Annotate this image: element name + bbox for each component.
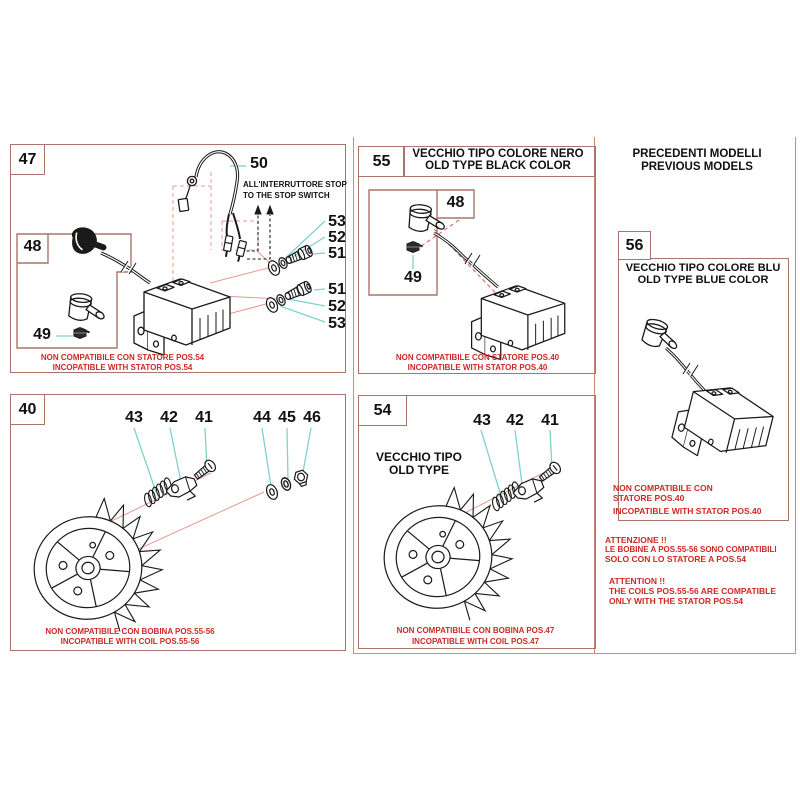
panel-54-caption-line1: NON COMPATIBILE CON BOBINA POS.47 — [396, 626, 555, 635]
panel-55-caption-line2: INCOPATIBLE WITH STATOR POS.40 — [407, 363, 548, 372]
stop-switch-note-line2: TO THE STOP SWITCH — [243, 191, 330, 200]
pawl-kit-drawing-40 — [139, 458, 311, 509]
part-label-45-40: 45 — [278, 409, 296, 426]
part-label-51-bottom: 51 — [328, 281, 346, 298]
panel-56-caption-line2: STATORE POS.40 — [613, 493, 685, 503]
inner-48-number-left: 48 — [23, 238, 42, 255]
inner-48-number-55: 48 — [446, 194, 465, 211]
spark-boot-drawing-47 — [69, 224, 150, 283]
part-label-42-40: 42 — [160, 409, 178, 426]
panel-40-caption-line1: NON COMPATIBILE CON BOBINA POS.55-56 — [45, 627, 215, 636]
panel-54-number: 54 — [373, 401, 392, 419]
attention-it-line3: SOLO CON LO STATORE A POS.54 — [605, 554, 747, 564]
flywheel-drawing-40 — [22, 489, 175, 646]
panel-54-subtitle-line1: VECCHIO TIPO — [375, 450, 462, 464]
attention-it-line2: LE BOBINE A POS.55-56 SONO COMPATIBILI — [605, 545, 777, 554]
part-label-49-left: 49 — [33, 326, 51, 343]
ignition-coil-drawing-47 — [134, 279, 230, 355]
attention-en-line3: ONLY WITH THE STATOR POS.54 — [609, 596, 744, 606]
panel-56-caption-line1: NON COMPATIBILE CON — [613, 483, 713, 493]
part-label-43-54: 43 — [473, 412, 491, 429]
part-label-52-top: 52 — [328, 229, 346, 246]
part-label-53-top: 53 — [328, 213, 346, 230]
previous-models-line2: PREVIOUS MODELS — [641, 161, 753, 173]
panel-56-title-line2: OLD TYPE BLUE COLOR — [637, 274, 769, 286]
panel-47-caption-line1: NON COMPATIBILE CON STATORE POS.54 — [40, 353, 205, 362]
panel-56-number: 56 — [625, 236, 644, 254]
panel-55-number: 55 — [372, 152, 391, 170]
part-label-41-54: 41 — [541, 412, 559, 429]
part-label-49-55: 49 — [404, 269, 422, 286]
attention-en-line1: ATTENTION !! — [609, 576, 666, 586]
panel-47-caption-line2: INCOPATIBLE WITH STATOR POS.54 — [52, 363, 193, 372]
fastener-group-top — [266, 245, 313, 277]
attention-en-line2: THE COILS POS.55-56 ARE COMPATIBLE — [609, 586, 777, 596]
part-label-51-top: 51 — [328, 245, 346, 262]
panel-47-number: 47 — [18, 150, 37, 168]
panel-55-title-line2: OLD TYPE BLACK COLOR — [425, 160, 571, 172]
attention-it-line1: ATTENZIONE !! — [605, 535, 667, 545]
panel-54-caption-line2: INCOPATIBLE WITH COIL POS.47 — [411, 637, 540, 646]
wire-assembly-50-drawing — [178, 152, 246, 263]
part-label-42-54: 42 — [506, 412, 524, 429]
part-label-50: 50 — [250, 155, 268, 172]
panel-40-caption-line2: INCOPATIBLE WITH COIL POS.55-56 — [60, 637, 200, 646]
part-label-52-bottom: 52 — [328, 298, 346, 315]
spark-cap-drawing-48-left — [68, 293, 107, 339]
coil-drawing-55 — [434, 233, 565, 360]
panel-55-caption-line1: NON COMPATIBILE CON STATORE POS.40 — [395, 353, 560, 362]
panel-55-title-line1: VECCHIO TIPO COLORE NERO — [412, 148, 584, 160]
panel-56-caption-line3: INCOPATIBLE WITH STATOR POS.40 — [613, 506, 762, 516]
coil-drawing-56 — [641, 318, 777, 472]
previous-models-line1: PRECEDENTI MODELLI — [632, 148, 762, 160]
part-label-46-40: 46 — [303, 409, 321, 426]
panel-40-number: 40 — [18, 400, 37, 418]
part-label-43-40: 43 — [125, 409, 143, 426]
part-label-41-40: 41 — [195, 409, 213, 426]
stop-switch-note-line1: ALL'INTERRUTTORE STOP — [243, 180, 347, 189]
part-label-44-40: 44 — [253, 409, 271, 426]
panel-56-title-line1: VECCHIO TIPO COLORE BLU — [625, 262, 781, 274]
part-label-53-bottom: 53 — [328, 315, 346, 332]
panel-54-subtitle-line2: OLD TYPE — [388, 463, 449, 477]
